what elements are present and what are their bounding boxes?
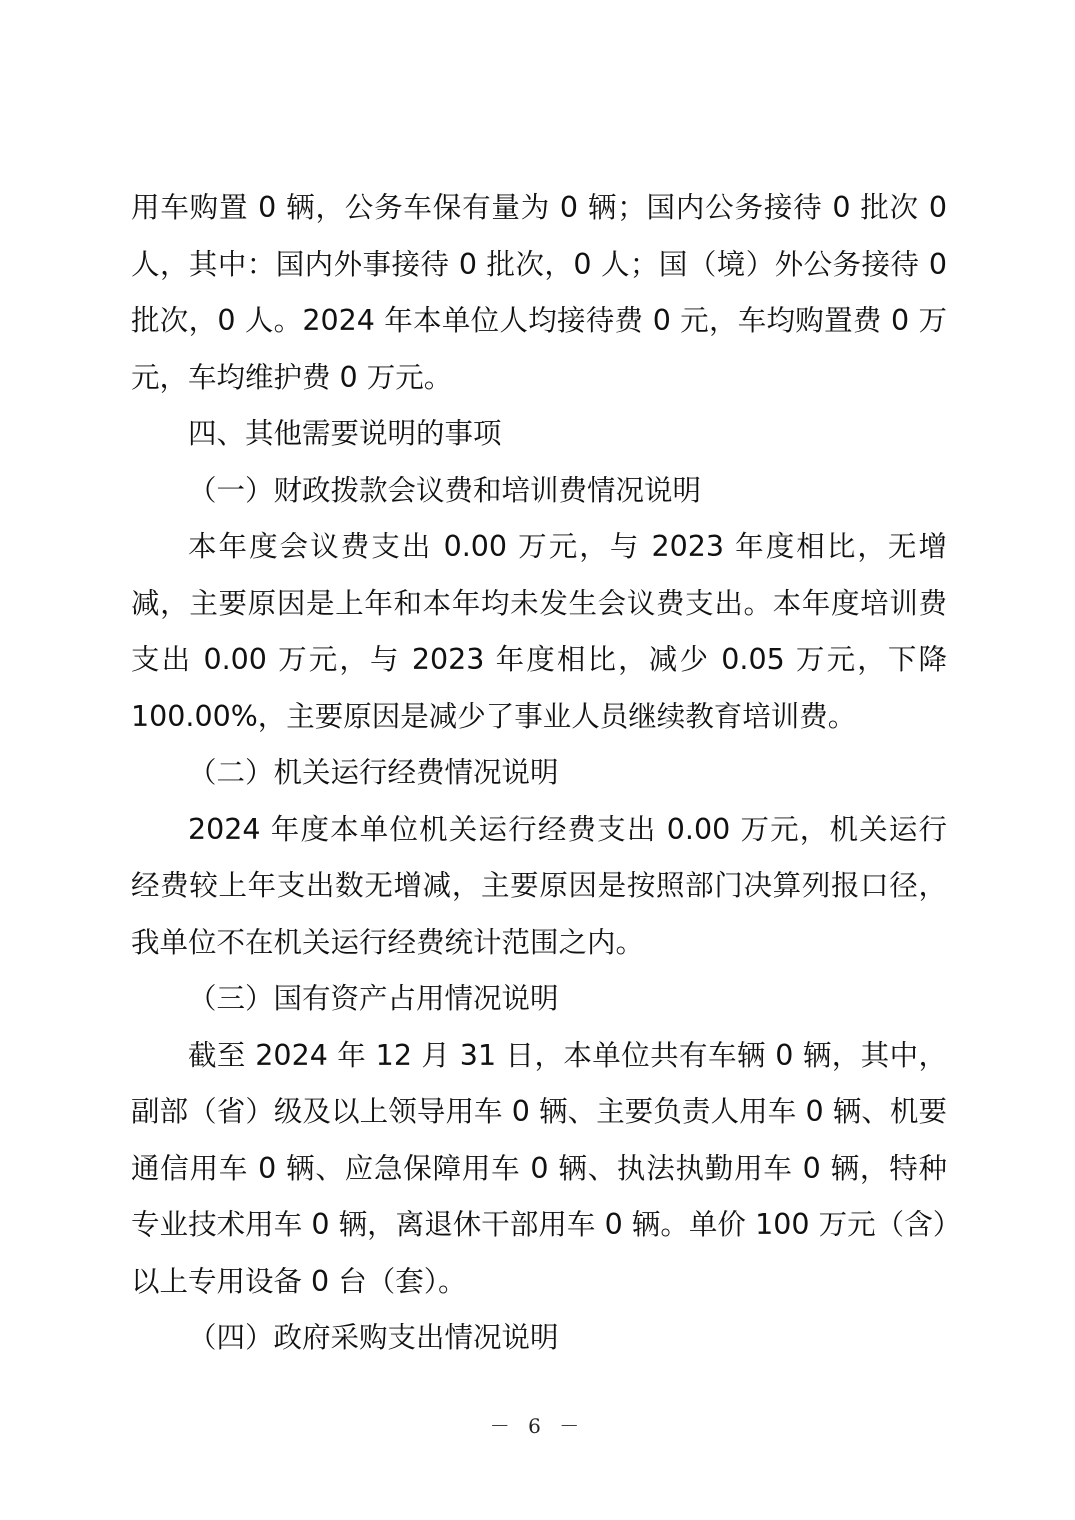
page-number: － 6 －: [489, 1414, 586, 1438]
document-body: [131, 180, 947, 1367]
section-heading-4: 四、其他需要说明的事项: [188, 417, 502, 450]
paragraph-continued: 用车购置 0 辆，公务车保有量为 0 辆；国内公务接待 0 批次 0 人，其中：国内外事接待 0 批次，0 人；国（境）外公务接待 0 批次，0 人。2024 年本单位人均接待费 0 元，车均购置费 0 万元，车均维护费 0 万元。: [131, 191, 947, 394]
subsection-heading-4: （四）政府采购支出情况说明: [188, 1321, 559, 1354]
paragraph-state-assets: 截至 2024 年 12 月 31 日，本单位共有车辆 0 辆，其中，副部（省）级及以上领导用车 0 辆、主要负责人用车 0 辆、机要通信用车 0 辆、应急保障用车 0 辆、执法执勤用车 0 辆，特种专业技术用车 0 辆，离退休干部用车 0 辆。单价 100 万元（含）以上专用设备 0 台（套）。: [131, 1038, 947, 1298]
subsection-heading-1: （一）财政拨款会议费和培训费情况说明: [188, 473, 702, 507]
paragraph-operating-costs: 2024 年度本单位机关运行经费支出 0.00 万元，机关运行经费较上年支出数无增减，主要原因是按照部门决算列报口径，我单位不在机关运行经费统计范围之内。: [131, 812, 947, 959]
subsection-heading-2: （二）机关运行经费情况说明: [188, 756, 559, 789]
subsection-heading-3: （三）国有资产占用情况说明: [188, 982, 559, 1015]
paragraph-meeting-training: 本年度会议费支出 0.00 万元，与 2023 年度相比，无增减，主要原因是上年和本年均未发生会议费支出。本年度培训费支出 0.00 万元，与 2023 年度相比，减少 0.05 万元，下降 100.00%，主要原因是减少了事业人员继续教育培训费。: [131, 530, 947, 733]
